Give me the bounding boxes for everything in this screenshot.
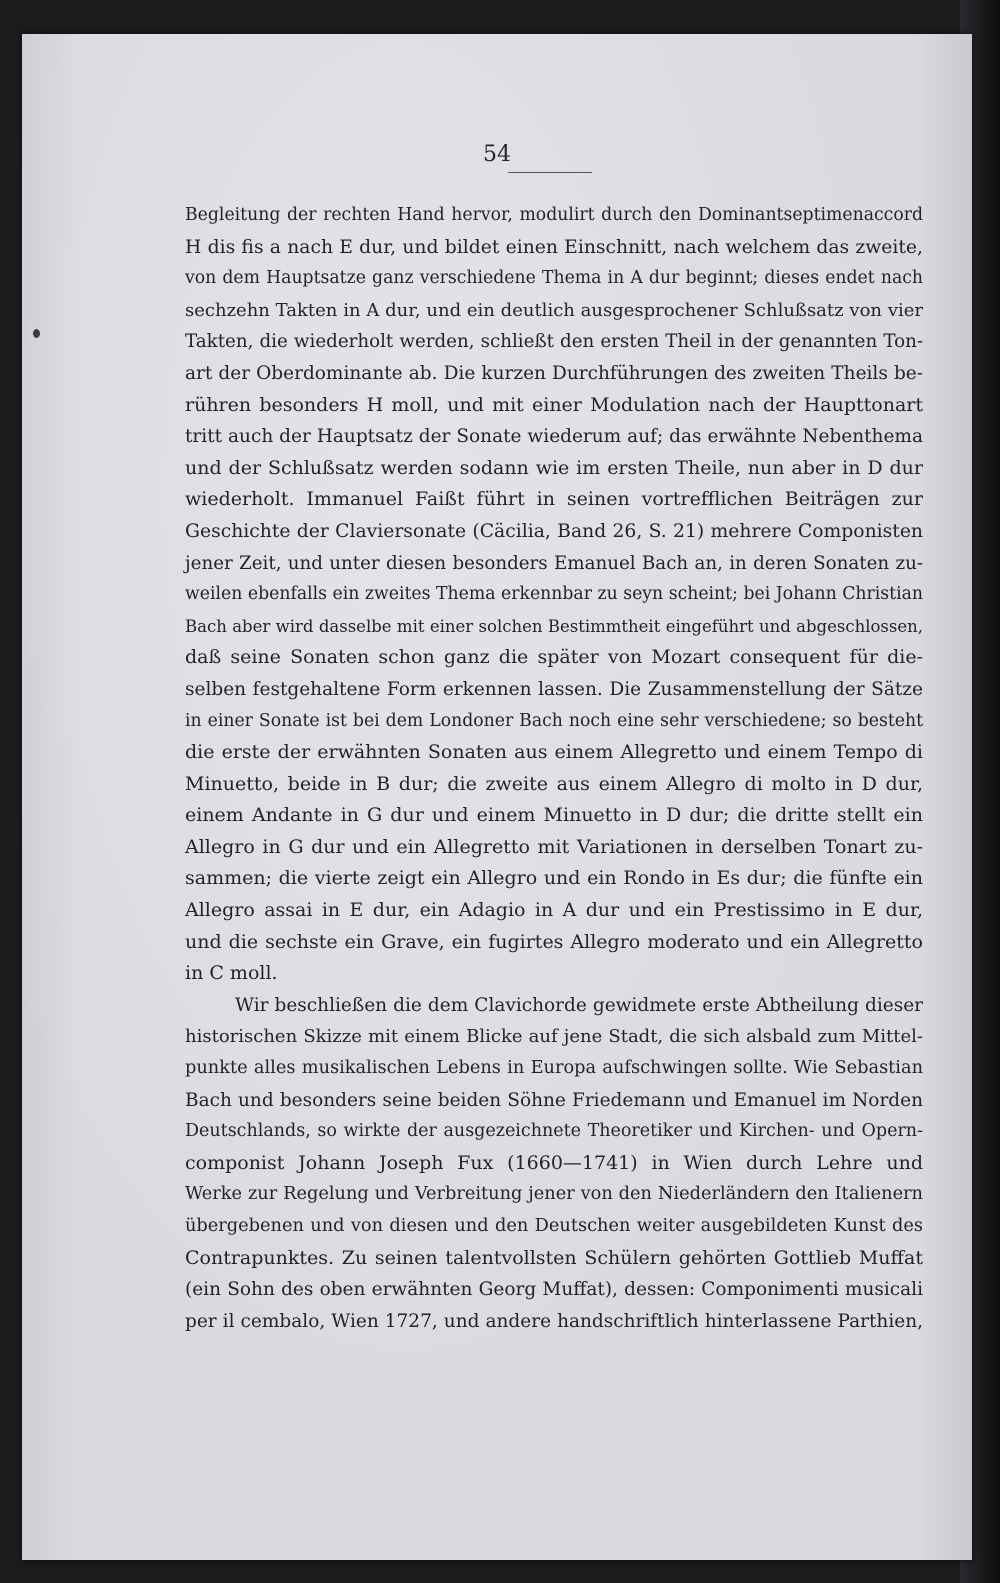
page-number-rule <box>508 172 592 173</box>
text-line: Bach aber wird dasselbe mit einer solchen Bestimmtheit eingeführt und abgeschlossen, <box>185 616 923 636</box>
text-line: Geschichte der Claviersonate (Cäcilia, Band 26, S. 21) mehrere Componisten <box>185 520 923 542</box>
text-line: per il cembalo, Wien 1727, und andere handschriftlich hinterlassene Parthien, <box>185 1310 923 1332</box>
text-line: historischen Skizze mit einem Blicke auf jene Stadt, die sich alsbald zum Mittel- <box>185 1026 923 1048</box>
text-line: selben festgehaltene Form erkennen lassen. Die Zusammenstellung der Sätze <box>185 678 923 700</box>
text-line: einem Andante in G dur und einem Minuetto in D dur; die dritte stellt ein <box>185 804 923 827</box>
text-line: tritt auch der Hauptsatz der Sonate wiederum auf; das erwähnte Nebenthema <box>185 426 923 448</box>
text-line: Begleitung der rechten Hand hervor, modulirt durch den Dominantseptimenaccord <box>185 205 923 225</box>
book-page <box>22 34 972 1560</box>
ink-spot <box>33 329 40 338</box>
text-line: sechzehn Takten in A dur, und ein deutlich ausgesprochener Schlußsatz von vier <box>185 299 923 321</box>
text-line: Contrapunktes. Zu seinen talentvollsten Schülern gehörten Gottlieb Muffat <box>185 1246 923 1269</box>
body-text <box>185 200 923 1337</box>
text-line: von dem Hauptsatze ganz verschiedene Thema in A dur beginnt; dieses endet nach <box>185 268 923 289</box>
page-number: 54 <box>483 142 511 167</box>
text-line: Allegro assai in E dur, ein Adagio in A dur und ein Prestissimo in E dur, <box>185 899 923 922</box>
text-line: weilen ebenfalls ein zweites Thema erkennbar zu seyn scheint; bei Johann Christian <box>185 584 923 605</box>
text-line: Takten, die wiederholt werden, schließt den ersten Theil in der genannten Ton- <box>185 331 923 353</box>
text-line: art der Oberdominante ab. Die kurzen Durchführungen des zweiten Theils be- <box>185 362 923 384</box>
text-line: in einer Sonate ist bei dem Londoner Bach noch eine sehr verschiedene; so besteht <box>185 710 923 731</box>
text-line: jener Zeit, und unter diesen besonders Emanuel Bach an, in deren Sonaten zu- <box>185 552 923 574</box>
text-line: componist Johann Joseph Fux (1660—1741) in Wien durch Lehre und <box>185 1151 923 1174</box>
text-line: H dis fis a nach E dur, und bildet einen Einschnitt, nach welchem das zweite, <box>185 236 923 258</box>
text-line: in C moll. <box>185 962 278 985</box>
text-line: und der Schlußsatz werden sodann wie im ersten Theile, nun aber in D dur <box>185 456 923 479</box>
text-line: sammen; die vierte zeigt ein Allegro und ein Rondo in Es dur; die fünfte ein <box>185 867 923 890</box>
text-line: Wir beschließen die dem Clavichorde gewidmete erste Abtheilung dieser <box>235 994 923 1016</box>
text-line: daß seine Sonaten schon ganz die später von Mozart consequent für die- <box>185 646 923 669</box>
text-line: rühren besonders H moll, und mit einer Modulation nach der Haupttonart <box>185 393 923 416</box>
text-line: Allegro in G dur und ein Allegretto mit Variationen in derselben Tonart zu- <box>185 835 923 858</box>
text-line: Werke zur Regelung und Verbreitung jener von den Niederländern den Italienern <box>185 1184 923 1205</box>
text-line: Deutschlands, so wirkte der ausgezeichnete Theoretiker und Kirchen- und Opern- <box>185 1121 923 1142</box>
text-line: und die sechste ein Grave, ein fugirtes Allegro moderato und ein Allegretto <box>185 930 923 953</box>
text-line: die erste der erwähnten Sonaten aus einem Allegretto und einem Tempo di <box>185 741 923 764</box>
text-line: (ein Sohn des oben erwähnten Georg Muffat), dessen: Componimenti musicali <box>185 1279 923 1301</box>
text-line: übergebenen und von diesen und den Deutschen weiter ausgebildeten Kunst des <box>185 1216 923 1236</box>
text-line: wiederholt. Immanuel Faißt führt in seinen vortrefflichen Beiträgen zur <box>185 488 923 511</box>
text-line: punkte alles musikalischen Lebens in Europa aufschwingen sollte. Wie Sebastian <box>185 1058 923 1079</box>
text-line: Bach und besonders seine beiden Söhne Friedemann und Emanuel im Norden <box>185 1089 923 1111</box>
text-line: Minuetto, beide in B dur; die zweite aus einem Allegro di molto in D dur, <box>185 772 923 795</box>
